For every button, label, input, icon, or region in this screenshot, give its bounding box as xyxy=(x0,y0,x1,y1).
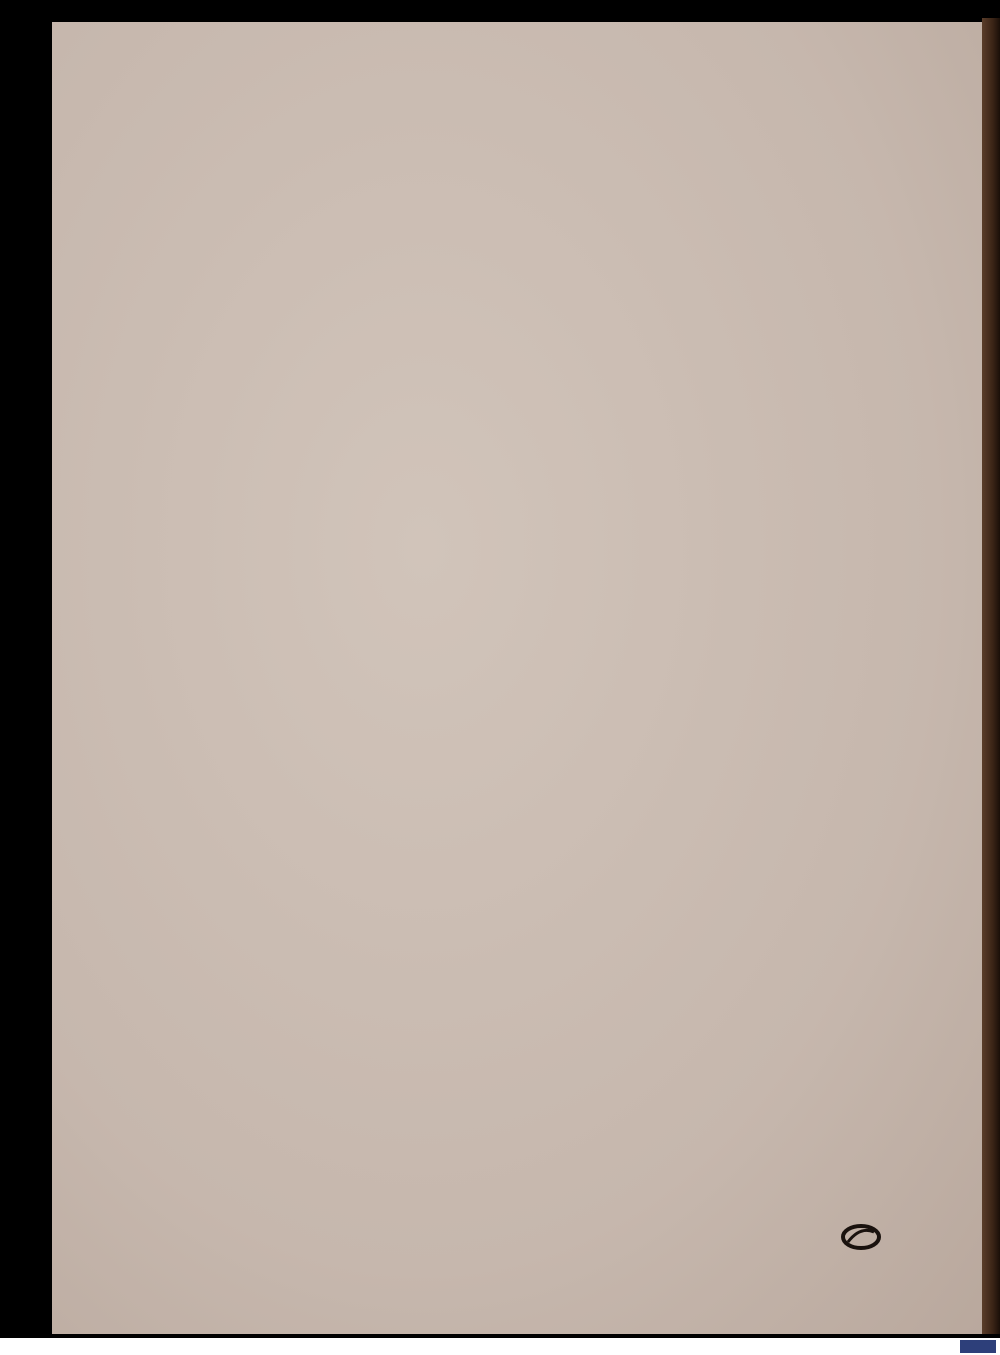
drop-capital xyxy=(225,498,295,588)
dfg-logo-icon xyxy=(960,1340,996,1353)
footer-bar xyxy=(0,1338,1000,1355)
ink-stamp-icon xyxy=(840,1222,882,1252)
book-page xyxy=(52,22,982,1334)
book-page-edge xyxy=(982,18,1000,1334)
